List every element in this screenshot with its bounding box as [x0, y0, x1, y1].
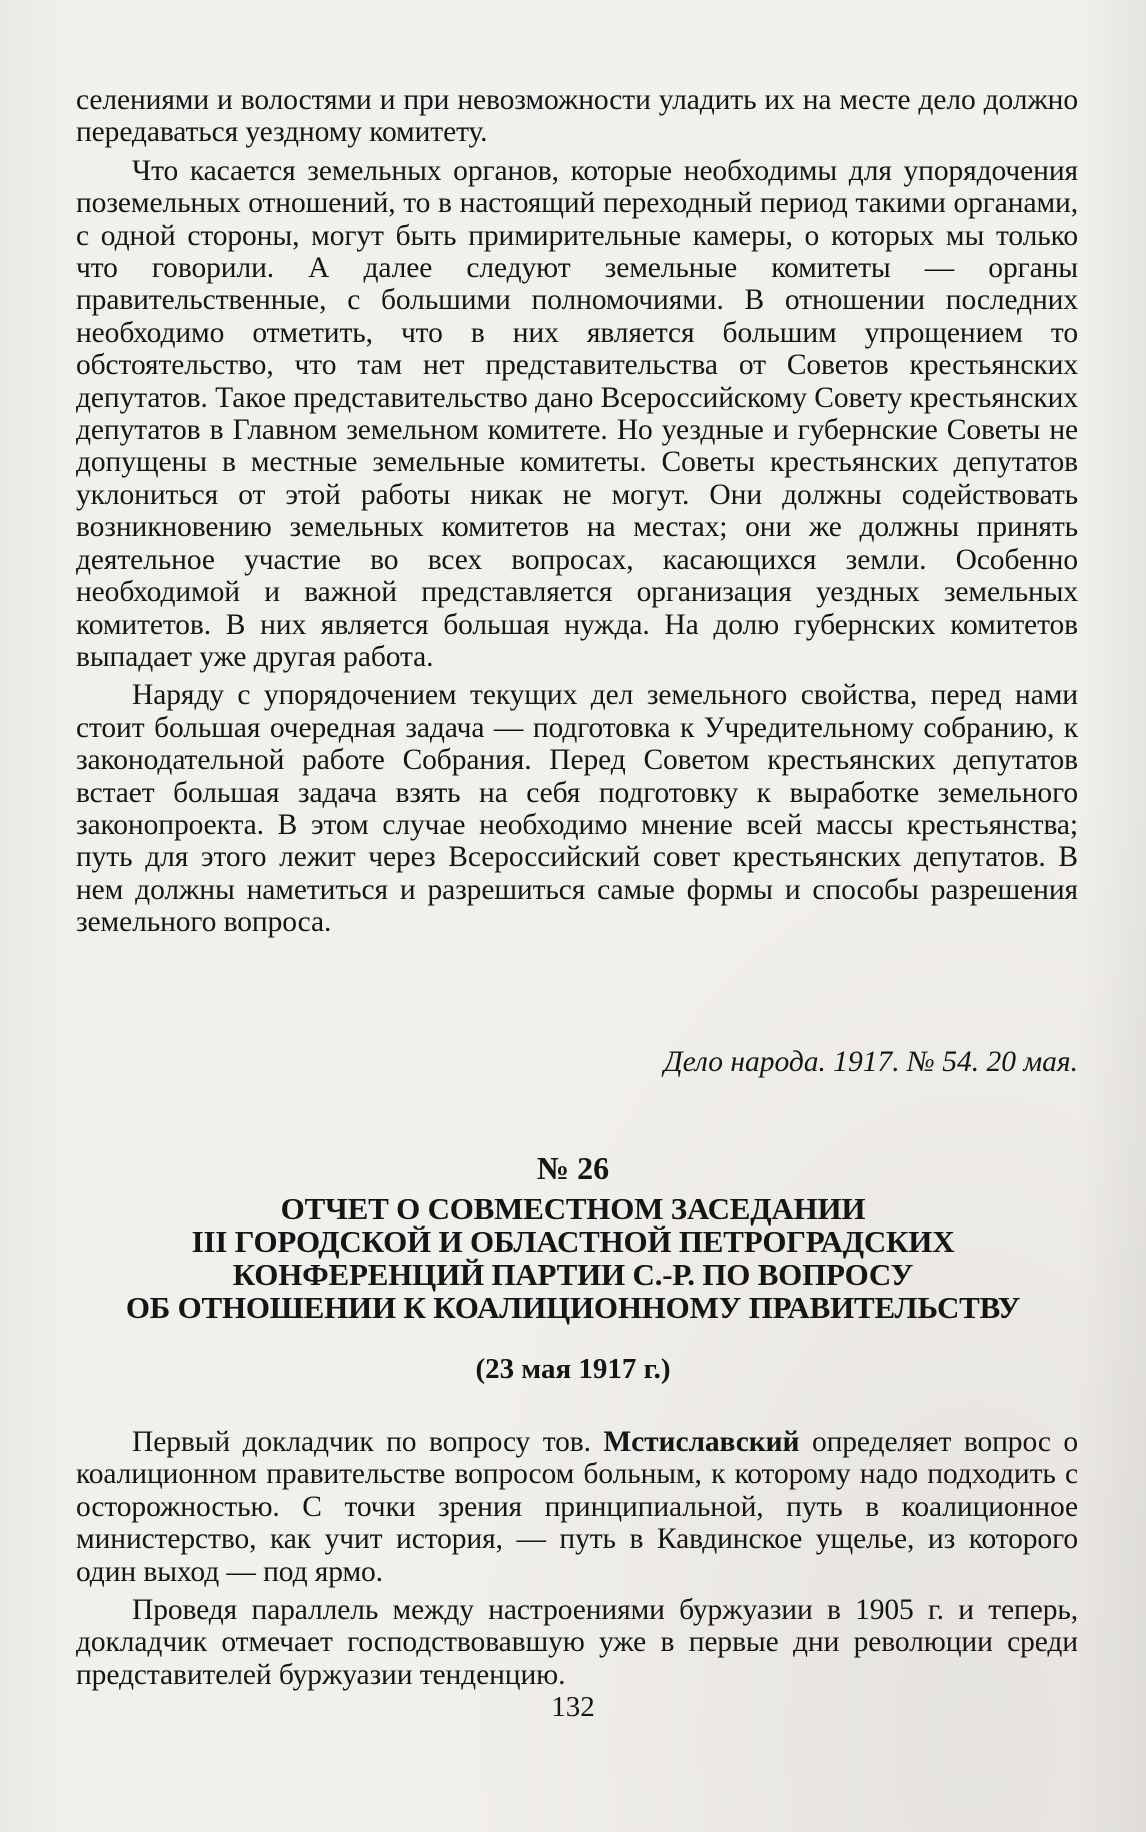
paragraph-text: определяет вопрос о коалиционном правительстве вопросом больным, к которому надо подходить с осторожностью. С точки зрения принципиальной, путь в коалиционное министерство, как учит история, — путь в Кавдинское ущелье, из которого один выход — под ярмо. [76, 1426, 1078, 1588]
paragraph-bourgeoisie: Проведя параллель между настроениями буржуазии в 1905 г. и теперь, докладчик отмечает господствовавшую уже в первые дни революции среди представителей буржуазии тенденцию. [76, 1594, 1078, 1691]
source-citation: Дело народа. 1917. № 54. 20 мая. [663, 1046, 1078, 1078]
paragraph-text: Первый докладчик по вопросу тов. [132, 1426, 604, 1458]
lower-text-block [76, 1426, 1078, 1697]
page-number: 132 [551, 1691, 595, 1723]
paragraph-first-speaker [76, 1426, 1078, 1588]
paragraph-land-organs: Что касается земельных органов, которые необходимы для упорядочения поземельных отношений, то в настоящий переходный период такими органами, с одной стороны, могут быть примирительные камеры, о которых мы только что говорили. А далее следуют земельные комитеты — органы правительственные, с большими полномочиями. В отношении последних необходимо отметить, что в них является большим упрощением то обстоятельство, что там нет представительства от Советов крестьянских депутатов. Такое представительство дано Всероссийскому Совету крестьянских депутатов в Главном земельном комитете. Но уездные и губернские Советы не допущены в местные земельные комитеты. Советы крестьянских депутатов уклониться от этой работы никак не могут. Они должны содействовать возникновению земельных комитетов на местах; они же должны принять деятельное участие во всех вопросах, касающихся земли. Особенно необходимой и важной представляется организация уездных земельных комитетов. В них является большая нужда. На долю губернских комитетов выпадает уже другая работа. [76, 154, 1078, 673]
document-title [60, 1192, 1086, 1324]
speaker-name: Мстиславский [603, 1426, 800, 1458]
paragraph-constituent-assembly: Наряду с упорядочением текущих дел земельного свойства, перед нами стоит большая очередная задача — подготовка к Учредительному собранию, к законодательной работе Собрания. Перед Советом крестьянских депутатов встает большая задача взять на себя подготовку к выработке земельного законопроекта. В этом случае необходимо мнение всей массы крестьянства; путь для этого лежит через Всероссийский совет крестьянских депутатов. В нем должны наметиться и разрешиться самые формы и способы разрешения земельного вопроса. [76, 679, 1078, 939]
paragraph-continuation: селениями и волостями и при невозможности уладить их на месте дело должно передаваться уездному комитету. [76, 84, 1078, 149]
document-number: № 26 [536, 1150, 610, 1186]
title-line: III ГОРОДСКОЙ И ОБЛАСТНОЙ ПЕТРОГРАДСКИХ [191, 1224, 955, 1259]
title-line: ОБ ОТНОШЕНИИ К КОАЛИЦИОННОМУ ПРАВИТЕЛЬСТВУ [125, 1290, 1021, 1325]
document-date: (23 мая 1917 г.) [475, 1353, 671, 1385]
title-line: ОТЧЕТ О СОВМЕСТНОМ ЗАСЕДАНИИ [280, 1191, 866, 1226]
title-line: КОНФЕРЕНЦИЙ ПАРТИИ С.-Р. ПО ВОПРОСУ [232, 1257, 914, 1292]
upper-text-block [76, 84, 1078, 945]
